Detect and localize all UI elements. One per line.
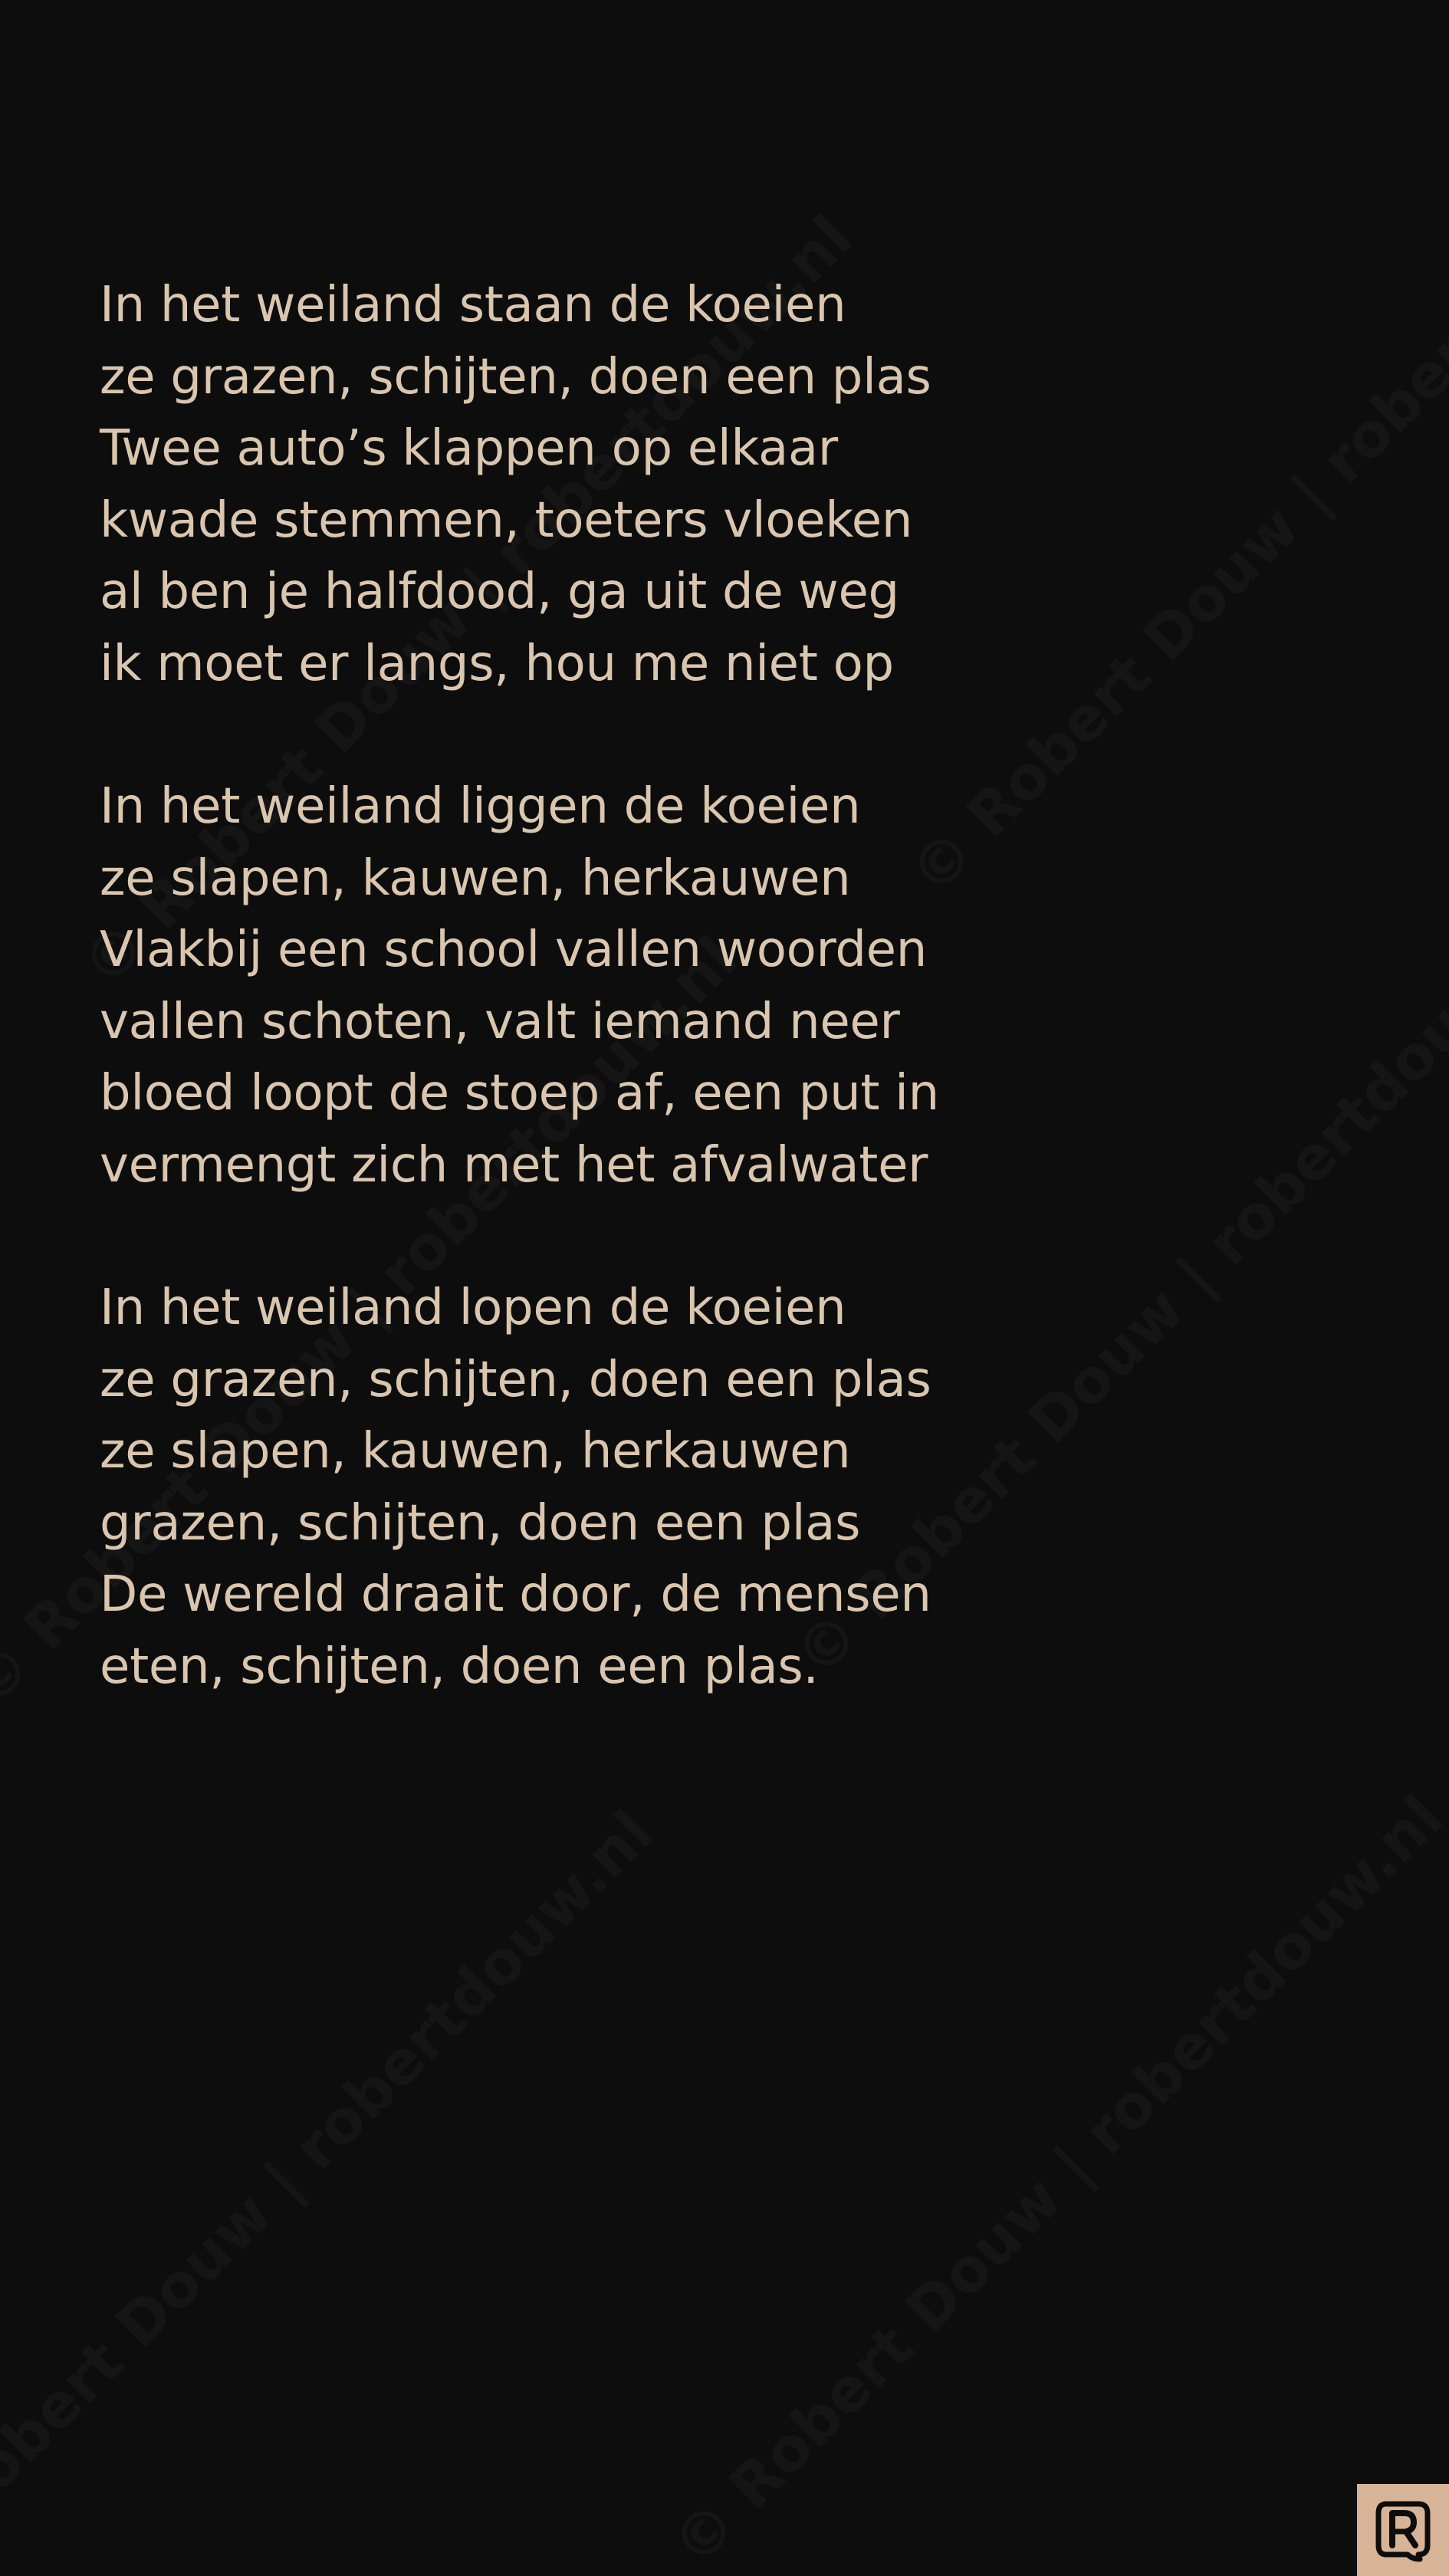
stanza-1 [100,270,1096,700]
poem-line: bloed loopt de stoep af, een put in [100,1065,939,1122]
poem-line: ze grazen, schijten, doen een plas [100,348,932,406]
poem-line: In het weiland liggen de koeien [100,778,861,835]
poem-line: De wereld draait door, de mensen [100,1566,932,1623]
poem-line: vermengt zich met het afvalwater [100,1136,928,1194]
poem-line: In het weiland staan de koeien [100,277,846,334]
poem-line: ik moet er langs, hou me niet op [100,635,894,692]
poem-line: al ben je halfdood, ga uit de weg [100,564,899,620]
poem-line: vallen schoten, valt iemand neer [100,993,900,1050]
poem-line: ze slapen, kauwen, herkauwen [100,849,851,907]
poem-line: In het weiland lopen de koeien [100,1280,846,1336]
poem-line: kwade stemmen, toeters vloeken [100,491,913,549]
poem-line: ze slapen, kauwen, herkauwen [100,1423,851,1480]
poem-line: eten, schijten, doen een plas. [100,1638,819,1695]
watermark [659,1783,1449,2576]
poem [100,270,1096,1774]
stanza-2 [100,771,1096,1201]
watermark [0,1798,666,2576]
poem-line: ze grazen, schijten, doen een plas [100,1351,932,1408]
stanza-3 [100,1273,1096,1703]
poem-line: grazen, schijten, doen een plas [100,1494,861,1552]
poem-line: Twee auto’s klappen op elkaar [100,420,838,477]
poem-line: Vlakbij een school vallen woorden [100,922,928,978]
r-logo-icon [1375,2501,1431,2562]
logo-button[interactable] [1357,2484,1449,2576]
